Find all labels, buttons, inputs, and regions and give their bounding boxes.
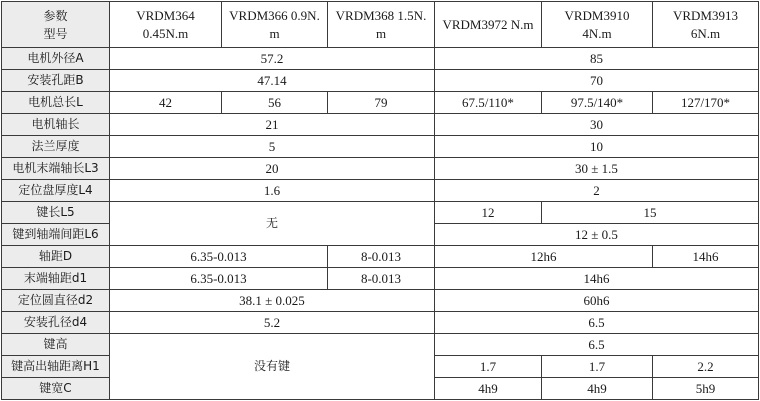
row-key-length <box>2 202 759 224</box>
param-label: 电机总长L <box>2 92 110 114</box>
value-cell: 47.14 <box>110 70 435 92</box>
value-cell: 10 <box>435 136 759 158</box>
value-cell: 6.35-0.013 <box>110 246 328 268</box>
value-cell: 57.2 <box>110 48 435 70</box>
value-cell: 85 <box>435 48 759 70</box>
value-cell: 67.5/110* <box>435 92 542 114</box>
model-name: VRDM3910 <box>564 7 630 23</box>
value-cell: 1.6 <box>110 180 435 202</box>
value-cell: 20 <box>110 158 435 180</box>
row-total-length <box>2 92 759 114</box>
param-label: 电机轴长 <box>2 114 110 136</box>
header-model: 型号 <box>43 26 68 41</box>
value-cell: 1.7 <box>542 356 653 378</box>
model-name: VRDM3913 <box>672 7 738 23</box>
value-cell: 21 <box>110 114 435 136</box>
value-cell: 4h9 <box>542 378 653 400</box>
value-cell: 38.1 ± 0.025 <box>110 290 435 312</box>
row-pilot-diameter <box>2 290 759 312</box>
value-cell: 30 ± 1.5 <box>435 158 759 180</box>
value-cell: 12 <box>435 202 542 224</box>
value-cell: 无 <box>110 202 435 246</box>
value-cell: 60h6 <box>435 290 759 312</box>
value-cell: 42 <box>110 92 222 114</box>
model-name: VRDM364 <box>136 7 195 23</box>
value-cell: 5h9 <box>653 378 759 400</box>
row-flange-thickness <box>2 136 759 158</box>
value-cell: 6.5 <box>435 334 759 356</box>
param-label: 键到轴端间距L6 <box>2 224 110 246</box>
value-cell: 12 ± 0.5 <box>435 224 759 246</box>
model-header-vrdm368 <box>328 2 435 48</box>
param-label: 键宽C <box>2 378 110 400</box>
value-cell: 6.35-0.013 <box>110 268 328 290</box>
value-cell: 127/170* <box>653 92 759 114</box>
value-cell: 8-0.013 <box>328 246 435 268</box>
model-torque: 0.45N.m <box>142 25 189 41</box>
value-cell: 2.2 <box>653 356 759 378</box>
model-header-vrdm3913 <box>653 2 759 48</box>
param-label: 键高出轴距离H1 <box>2 356 110 378</box>
model-torque: m <box>269 25 280 41</box>
param-label: 电机末端轴长L3 <box>2 158 110 180</box>
param-label: 键长L5 <box>2 202 110 224</box>
param-label: 安装孔距B <box>2 70 110 92</box>
value-cell: 56 <box>222 92 328 114</box>
row-shaft-length <box>2 114 759 136</box>
header-param: 参数 <box>43 8 68 23</box>
param-label: 电机外径A <box>2 48 110 70</box>
corner-header <box>2 2 110 48</box>
row-hole-distance <box>2 70 759 92</box>
value-cell: 30 <box>435 114 759 136</box>
param-label: 键高 <box>2 334 110 356</box>
value-cell: 没有键 <box>110 334 435 400</box>
model-name: VRDM3972 N.m <box>442 16 534 32</box>
value-cell: 5.2 <box>110 312 435 334</box>
value-cell: 6.5 <box>435 312 759 334</box>
value-cell: 14h6 <box>653 246 759 268</box>
row-hole-diameter <box>2 312 759 334</box>
param-label: 末端轴距d1 <box>2 268 110 290</box>
model-name: VRDM368 1.5N. <box>335 7 427 23</box>
row-tail-shaft-length <box>2 158 759 180</box>
param-label: 定位圆直径d2 <box>2 290 110 312</box>
value-cell: 97.5/140* <box>542 92 653 114</box>
model-header-vrdm3910 <box>542 2 653 48</box>
model-torque: 6N.m <box>690 25 721 41</box>
row-outer-diameter <box>2 48 759 70</box>
value-cell: 14h6 <box>435 268 759 290</box>
model-name: VRDM366 0.9N. <box>229 7 320 23</box>
row-shaft-diameter <box>2 246 759 268</box>
value-cell: 1.7 <box>435 356 542 378</box>
row-pilot-thickness <box>2 180 759 202</box>
value-cell: 8-0.013 <box>328 268 435 290</box>
value-cell: 12h6 <box>435 246 653 268</box>
model-header-vrdm364 <box>110 2 222 48</box>
model-header-vrdm3972 <box>435 2 542 48</box>
value-cell: 5 <box>110 136 435 158</box>
value-cell: 15 <box>542 202 759 224</box>
model-torque: m <box>375 25 387 41</box>
row-key-height <box>2 334 759 356</box>
spec-table <box>1 1 759 400</box>
model-torque: 4N.m <box>582 25 612 41</box>
param-label: 法兰厚度 <box>2 136 110 158</box>
value-cell: 2 <box>435 180 759 202</box>
value-cell: 4h9 <box>435 378 542 400</box>
value-cell: 70 <box>435 70 759 92</box>
row-tail-shaft-diameter <box>2 268 759 290</box>
param-label: 安装孔径d4 <box>2 312 110 334</box>
param-label: 定位盘厚度L4 <box>2 180 110 202</box>
param-label: 轴距D <box>2 246 110 268</box>
header-row <box>2 2 759 48</box>
model-header-vrdm366 <box>222 2 328 48</box>
value-cell: 79 <box>328 92 435 114</box>
